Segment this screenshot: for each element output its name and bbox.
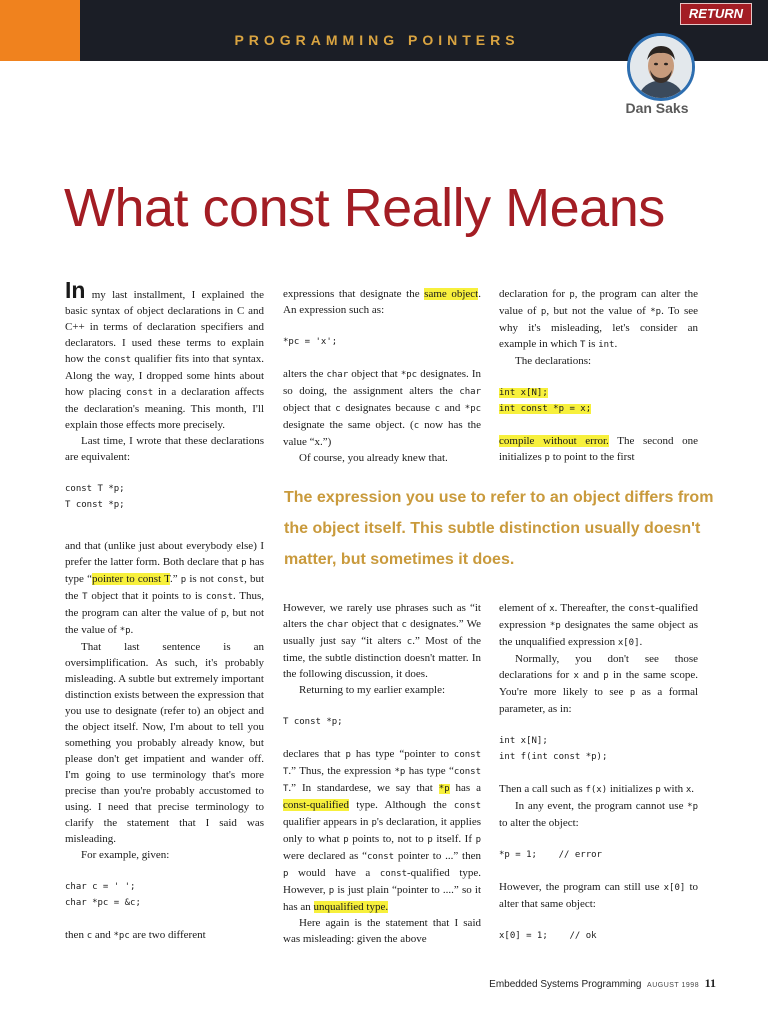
code-line: int f(int const *p); [499,752,608,762]
return-button[interactable]: RETURN [680,3,752,25]
paragraph: For example, given: [81,849,170,861]
code-line: int const *p = x; [499,404,592,414]
code-line: *pc = 'x'; [283,337,338,347]
paragraph: expressions that designate the same object. An expression such as: [283,288,481,316]
paragraph: Of course, you already knew that. [299,452,448,464]
paragraph: declaration for p, the program can alter the value of p, but not the value of *p. To see why it's misleading, let's consider an example in which T is int. [499,288,699,350]
issue-date: AUGUST 1998 [647,982,700,989]
author-name: Dan Saks [625,100,689,116]
highlighted-text: *p [438,784,450,794]
paragraph: Last time, I wrote that these declarations are equivalent: [65,435,264,463]
code-line: T const *p; [283,717,343,727]
paragraph: Returning to my earlier example: [299,684,446,696]
highlighted-text: pointer to const T [91,573,170,585]
paragraph: alters the char object that *pc designates. In so doing, the assignment alters the char object that c designates because c and *pc designate the same object. (c now has the value “x.”) [283,368,482,448]
highlighted-text: unqualified type. [313,901,389,913]
code-line: int x[N]; [499,736,548,746]
article-column-1 [65,277,265,529]
article-column-3-lower [499,600,698,944]
paragraph: Normally, you don't see those declarations for x and p in the same scope. You're more likely to see p as a formal parameter, as in: [499,653,699,715]
paragraph: Then a call such as f(x) initializes p with x. [499,783,695,795]
paragraph: Here again is the statement that I said was misleading: given the above [283,917,481,945]
drop-cap: In [65,277,86,303]
code-line: int x[N]; [499,388,548,398]
article-column-1-lower [65,538,264,944]
page-footer [470,976,716,991]
code-line: const T *p; [65,484,125,494]
paragraph: In any event, the program cannot use *p to alter the object: [499,800,699,829]
author-avatar [627,33,695,101]
paragraph: then c and *pc are two different [65,929,206,941]
paragraph: declares that p has type “pointer to const T.” Thus, the expression *p has type “const T.” In standardese, we say that *p has a const-qualified type. Although the const qualifier appears in p's declaration, it applies only to what p points to, not to p itself. If p were declared as “const pointer to ...” then p would have a const-qualified type. However, p is just plain “pointer to ....” so it has an unqualified type. [283,748,482,913]
highlighted-text: compile without error. [499,435,609,447]
article-column-2-lower [283,600,481,947]
magazine-name: Embedded Systems Programming [489,979,642,990]
paragraph: However, the program can still use x[0] to alter that same object: [499,881,698,910]
code-line: *p = 1; // error [499,850,602,860]
code-line: x[0] = 1; // ok [499,931,597,941]
paragraph: element of x. Thereafter, the const-qualified expression *p designates the same object as the unqualified expression x[0]. [499,602,699,648]
article-column-3 [499,286,698,466]
page-number: 11 [704,976,716,990]
paragraph: In my last installment, I explained the basic syntax of object declarations in C and C++ in terms of declaration specifiers and declarators. I used these terms to explain how the const qualifier fits into that syntax. Along the way, I dropped some hints about how placing const in a declaration affects the declaration's meaning. This month, I'll explain those effects more precisely. [65,277,265,431]
article-column-2 [283,286,481,466]
code-line: char *pc = &c; [65,898,141,908]
author-portrait-icon [630,36,692,98]
orange-corner-block [0,0,80,61]
highlighted-text: same object [424,288,479,300]
article-title: What const Really Means [64,178,665,238]
section-title: PROGRAMMING POINTERS [234,32,520,48]
paragraph: and that (unlike just about everybody else) I prefer the latter form. Both declare that p has type “pointer to const T.” p is not const, but the T object that it points to is const. Thus, the program can alter the value of p, but not the value of *p. [65,540,265,636]
highlighted-text: const-qualified [283,799,349,811]
paragraph: The declarations: [515,355,592,367]
paragraph: compile without error. The second one initializes p to point to the first [499,435,699,463]
code-line: T const *p; [65,500,125,510]
pull-quote: The expression you use to refer to an object differs from the object itself. This subtle distinction usually doesn't matter, but sometimes it does. [284,489,714,568]
code-line: char c = ' '; [65,882,136,892]
paragraph: That last sentence is an oversimplification. As such, it's probably misleading. A subtle but extremely important distinction exists between the expression that you use to designate (refer to) an object and the object itself. Now, I'm about to tell you something you probably already know, but please don't get impatient and wander off. I'm going to use terminology that's more precise than you're probably accustomed to using. I need that precise terminology to clarify the statement that I said was misleading. [65,641,264,845]
paragraph: However, we rarely use phrases such as “it alters the char object that c designates.” We usually just say “it alters c.” Most of the time, the subtle distinction doesn't matter. In the following discussion, it does. [283,602,482,680]
